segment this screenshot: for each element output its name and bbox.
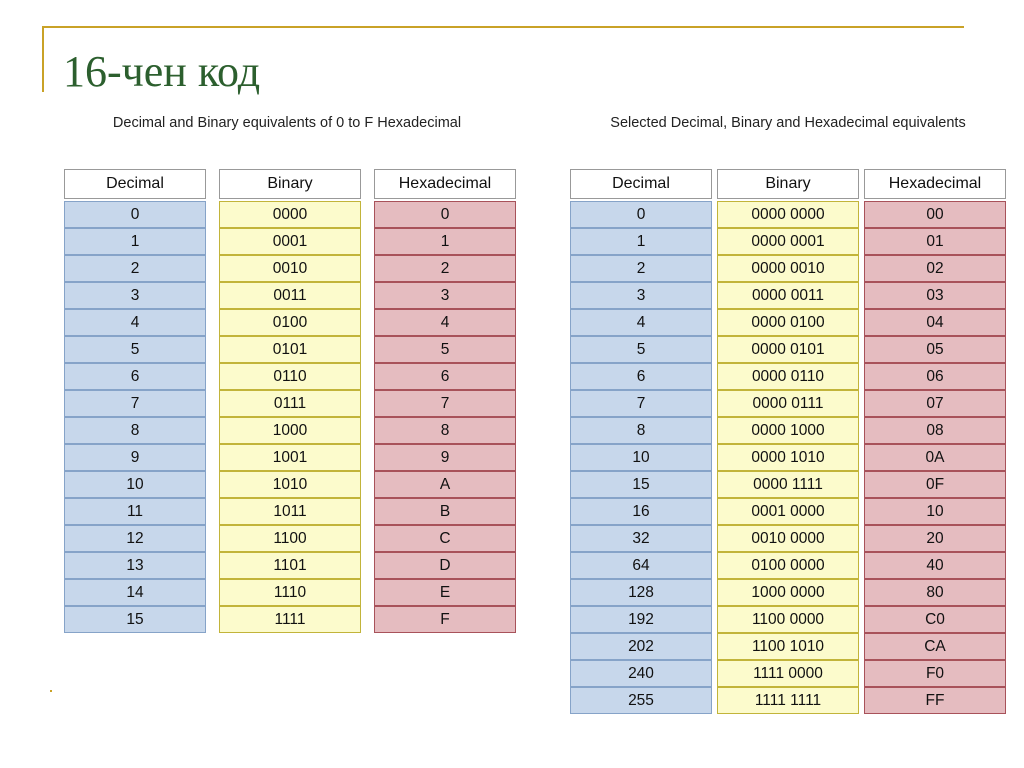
- right-decimal-cell: 255: [570, 687, 712, 714]
- left-hexadecimal-header: Hexadecimal: [374, 169, 516, 199]
- right-binary-header: Binary: [717, 169, 859, 199]
- left-binary-cells: [219, 201, 361, 633]
- right-hexadecimal-cell: 0A: [864, 444, 1006, 471]
- decorative-dot: [50, 690, 52, 692]
- right-hexadecimal-cell: 03: [864, 282, 1006, 309]
- right-hexadecimal-cell: 06: [864, 363, 1006, 390]
- right-binary-cell: 0000 0101: [717, 336, 859, 363]
- left-decimal-cell: 7: [64, 390, 206, 417]
- right-decimal-cell: 128: [570, 579, 712, 606]
- left-decimal-cell: 8: [64, 417, 206, 444]
- right-decimal-cells: [570, 201, 712, 714]
- left-decimal-cell: 9: [64, 444, 206, 471]
- left-hexadecimal-cell: C: [374, 525, 516, 552]
- right-hexadecimal-header: Hexadecimal: [864, 169, 1006, 199]
- right-decimal-column: [570, 169, 712, 714]
- right-decimal-cell: 15: [570, 471, 712, 498]
- left-hexadecimal-cell: B: [374, 498, 516, 525]
- right-decimal-cell: 8: [570, 417, 712, 444]
- right-binary-cell: 1000 0000: [717, 579, 859, 606]
- right-hexadecimal-cell: 08: [864, 417, 1006, 444]
- right-binary-cell: 0000 1000: [717, 417, 859, 444]
- left-decimal-cell: 1: [64, 228, 206, 255]
- left-binary-cell: 1111: [219, 606, 361, 633]
- right-binary-cell: 0000 0110: [717, 363, 859, 390]
- left-binary-cell: 1001: [219, 444, 361, 471]
- right-hexadecimal-cell: 07: [864, 390, 1006, 417]
- right-hexadecimal-cell: 02: [864, 255, 1006, 282]
- left-decimal-column: [64, 169, 206, 633]
- left-binary-cell: 1100: [219, 525, 361, 552]
- left-decimal-cell: 11: [64, 498, 206, 525]
- right-binary-cell: 0000 1111: [717, 471, 859, 498]
- right-hexadecimal-cell: 00: [864, 201, 1006, 228]
- left-hexadecimal-cell: 0: [374, 201, 516, 228]
- right-decimal-cell: 4: [570, 309, 712, 336]
- right-binary-cell: 0000 0000: [717, 201, 859, 228]
- right-hexadecimal-cell: F0: [864, 660, 1006, 687]
- right-decimal-cell: 32: [570, 525, 712, 552]
- left-binary-cell: 0111: [219, 390, 361, 417]
- title-rule-top: [42, 26, 964, 28]
- right-hexadecimal-cell: 05: [864, 336, 1006, 363]
- right-binary-cell: 1100 0000: [717, 606, 859, 633]
- left-decimal-cell: 10: [64, 471, 206, 498]
- right-binary-cell: 0000 1010: [717, 444, 859, 471]
- left-hexadecimal-cell: E: [374, 579, 516, 606]
- right-binary-cell: 0100 0000: [717, 552, 859, 579]
- right-decimal-cell: 7: [570, 390, 712, 417]
- right-hexadecimal-cell: 20: [864, 525, 1006, 552]
- left-hexadecimal-cell: 7: [374, 390, 516, 417]
- left-decimal-cell: 6: [64, 363, 206, 390]
- left-hexadecimal-cell: 6: [374, 363, 516, 390]
- right-binary-cell: 0001 0000: [717, 498, 859, 525]
- right-hexadecimal-cells: [864, 201, 1006, 714]
- right-decimal-cell: 202: [570, 633, 712, 660]
- right-decimal-cell: 16: [570, 498, 712, 525]
- slide-title: 16-чен код: [63, 47, 261, 96]
- left-binary-cell: 0011: [219, 282, 361, 309]
- left-hexadecimal-cell: F: [374, 606, 516, 633]
- right-binary-cell: 0000 0010: [717, 255, 859, 282]
- left-decimal-cell: 14: [64, 579, 206, 606]
- left-decimal-cell: 5: [64, 336, 206, 363]
- right-hexadecimal-cell: CA: [864, 633, 1006, 660]
- right-decimal-cell: 5: [570, 336, 712, 363]
- left-table-caption: Decimal and Binary equivalents of 0 to F Hexadecimal: [112, 115, 462, 131]
- left-binary-cell: 1000: [219, 417, 361, 444]
- left-binary-cell: 1011: [219, 498, 361, 525]
- left-hexadecimal-cell: 5: [374, 336, 516, 363]
- right-decimal-cell: 6: [570, 363, 712, 390]
- left-decimal-header: Decimal: [64, 169, 206, 199]
- right-binary-cell: 0010 0000: [717, 525, 859, 552]
- left-binary-cell: 0100: [219, 309, 361, 336]
- right-decimal-cell: 2: [570, 255, 712, 282]
- right-hexadecimal-cell: 01: [864, 228, 1006, 255]
- right-decimal-cell: 1: [570, 228, 712, 255]
- right-hexadecimal-cell: C0: [864, 606, 1006, 633]
- left-decimal-cell: 3: [64, 282, 206, 309]
- left-binary-cell: 1010: [219, 471, 361, 498]
- left-table: [64, 169, 516, 633]
- left-hexadecimal-cell: 8: [374, 417, 516, 444]
- right-hexadecimal-cell: 80: [864, 579, 1006, 606]
- right-hexadecimal-cell: 40: [864, 552, 1006, 579]
- left-binary-cell: 0010: [219, 255, 361, 282]
- left-binary-cell: 1110: [219, 579, 361, 606]
- left-hexadecimal-cell: A: [374, 471, 516, 498]
- left-hexadecimal-cell: 2: [374, 255, 516, 282]
- left-binary-header: Binary: [219, 169, 361, 199]
- right-binary-cell: 0000 0011: [717, 282, 859, 309]
- right-table-caption: Selected Decimal, Binary and Hexadecimal equivalents: [610, 115, 966, 131]
- left-hexadecimal-cells: [374, 201, 516, 633]
- right-hexadecimal-cell: 04: [864, 309, 1006, 336]
- right-decimal-cell: 0: [570, 201, 712, 228]
- left-binary-cell: 1101: [219, 552, 361, 579]
- right-hexadecimal-cell: 10: [864, 498, 1006, 525]
- left-decimal-cell: 0: [64, 201, 206, 228]
- left-binary-cell: 0001: [219, 228, 361, 255]
- right-hexadecimal-cell: 0F: [864, 471, 1006, 498]
- right-binary-cells: [717, 201, 859, 714]
- right-binary-cell: 0000 0111: [717, 390, 859, 417]
- right-decimal-cell: 10: [570, 444, 712, 471]
- left-decimal-cell: 15: [64, 606, 206, 633]
- right-hexadecimal-cell: FF: [864, 687, 1006, 714]
- left-binary-cell: 0101: [219, 336, 361, 363]
- right-binary-cell: 0000 0100: [717, 309, 859, 336]
- right-decimal-header: Decimal: [570, 169, 712, 199]
- left-hexadecimal-cell: 4: [374, 309, 516, 336]
- left-binary-cell: 0110: [219, 363, 361, 390]
- right-decimal-cell: 64: [570, 552, 712, 579]
- left-hexadecimal-cell: 9: [374, 444, 516, 471]
- right-table-panel: [570, 110, 1006, 714]
- left-hexadecimal-cell: 1: [374, 228, 516, 255]
- left-hexadecimal-cell: 3: [374, 282, 516, 309]
- left-binary-cell: 0000: [219, 201, 361, 228]
- right-binary-cell: 1111 1111: [717, 687, 859, 714]
- left-decimal-cells: [64, 201, 206, 633]
- left-binary-column: [219, 169, 361, 633]
- right-binary-column: [717, 169, 859, 714]
- right-binary-cell: 0000 0001: [717, 228, 859, 255]
- right-binary-cell: 1111 0000: [717, 660, 859, 687]
- right-decimal-cell: 192: [570, 606, 712, 633]
- right-decimal-cell: 240: [570, 660, 712, 687]
- left-hexadecimal-column: [374, 169, 516, 633]
- right-hexadecimal-column: [864, 169, 1006, 714]
- left-hexadecimal-cell: D: [374, 552, 516, 579]
- right-table: [570, 169, 1006, 714]
- left-decimal-cell: 2: [64, 255, 206, 282]
- title-rule-left: [42, 26, 44, 92]
- left-decimal-cell: 12: [64, 525, 206, 552]
- right-decimal-cell: 3: [570, 282, 712, 309]
- right-binary-cell: 1100 1010: [717, 633, 859, 660]
- left-decimal-cell: 4: [64, 309, 206, 336]
- left-decimal-cell: 13: [64, 552, 206, 579]
- left-table-panel: [64, 110, 516, 633]
